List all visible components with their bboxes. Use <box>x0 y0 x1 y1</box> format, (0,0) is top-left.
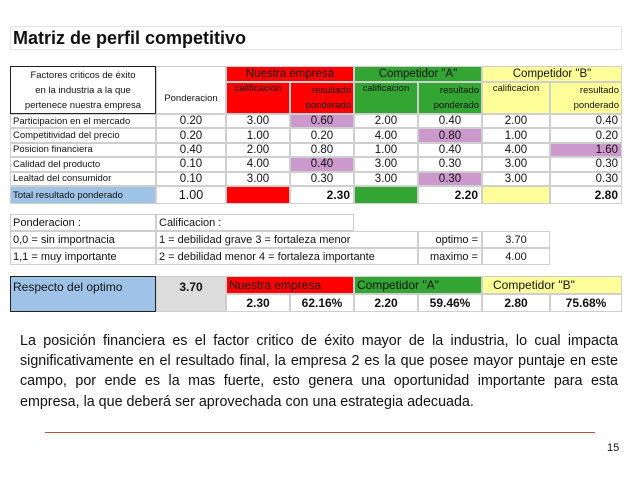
header-empresa-resultado <box>290 82 354 114</box>
row-5-b-res: 0.30 <box>550 172 622 186</box>
row-2-b-cal: 1.00 <box>482 128 550 142</box>
header-a-calificacion: calificacion <box>354 82 418 114</box>
analysis-paragraph: La posición financiera es el factor critico de éxito mayor de la industria, lo cual impacta significativamente en el resultado final, la empresa 2 es la que posee mayor puntaje en este campo, por ende es la mas fuerte, esto genera una oportunidad importante para esta empresa, la que deberá ser aprovechada con una estrategia adecuada. <box>20 333 618 410</box>
b-ponderado-word: ponderado <box>573 100 619 111</box>
row-4-b-cal: 3.00 <box>482 157 550 171</box>
row-3-factor: Posicion financiera <box>10 143 156 157</box>
optimo-b-pct: 75.68% <box>550 294 622 312</box>
row-1-e-cal: 3.00 <box>226 114 290 128</box>
sheet-title: Matriz de perfil competitivo <box>10 26 622 50</box>
row-2-factor: Competitividad del precio <box>10 128 156 142</box>
row-1-pond: 0.20 <box>156 114 226 128</box>
row-3-e-cal: 2.00 <box>226 143 290 157</box>
optimo-row-label: Respecto del optimo <box>10 276 156 312</box>
legend-calificacion-label: Calificacion : <box>156 214 354 231</box>
total-b-value: 2.80 <box>550 186 622 204</box>
optimo-row-value: 3.70 <box>156 276 226 312</box>
row-3-pond: 0.40 <box>156 143 226 157</box>
header-factores <box>10 66 156 114</box>
header-competidor-a: Competidor "A" <box>354 66 482 82</box>
a-ponderado-word: ponderado <box>433 100 479 111</box>
optimo-b-score: 2.80 <box>482 294 550 312</box>
header-factores-line-1: Factores criticos de éxito <box>30 69 136 81</box>
header-factores-line-2: en la industria a la que <box>35 84 131 96</box>
row-5-e-res: 0.30 <box>290 172 354 186</box>
row-3-a-res: 0.40 <box>418 143 482 157</box>
footer-rule <box>45 432 595 433</box>
optimo-b-label: Competidor "B" <box>482 276 622 294</box>
row-3-a-cal: 1.00 <box>354 143 418 157</box>
legend-cal-line-2: 2 = debilidad menor 4 = fortaleza importante <box>156 248 418 265</box>
optimo-empresa-label: Nuestra empresa <box>226 276 354 294</box>
row-4-e-res: 0.40 <box>290 157 354 171</box>
row-4-e-cal: 4.00 <box>226 157 290 171</box>
row-3-b-cal: 4.00 <box>482 143 550 157</box>
legend-pond-line-2: 1,1 = muy importante <box>10 248 156 265</box>
row-5-factor: Lealtad del consumidor <box>10 172 156 186</box>
row-3-b-res: 1.60 <box>550 143 622 157</box>
b-resultado-word: resultado <box>579 85 619 96</box>
total-b-blank <box>482 186 550 204</box>
row-3-e-res: 0.80 <box>290 143 354 157</box>
maximo-value: 4.00 <box>482 248 550 265</box>
row-2-a-res: 0.80 <box>418 128 482 142</box>
optimo-a-label: Competidor "A" <box>354 276 482 294</box>
total-ponderacion: 1.00 <box>156 186 226 204</box>
row-5-e-cal: 3.00 <box>226 172 290 186</box>
header-ponderacion: Ponderacion <box>156 66 226 114</box>
row-1-a-cal: 2.00 <box>354 114 418 128</box>
row-4-b-res: 0.30 <box>550 157 622 171</box>
legend-ponderacion-label: Ponderacion : <box>10 214 156 231</box>
total-empresa-value: 2.30 <box>290 186 354 204</box>
row-2-b-res: 0.20 <box>550 128 622 142</box>
row-2-e-cal: 1.00 <box>226 128 290 142</box>
row-1-a-res: 0.40 <box>418 114 482 128</box>
row-4-pond: 0.10 <box>156 157 226 171</box>
optimo-empresa-pct: 62.16% <box>290 294 354 312</box>
row-1-e-res: 0.60 <box>290 114 354 128</box>
empresa-ponderado-word: ponderado <box>305 100 351 111</box>
header-empresa: Nuestra empresa <box>226 66 354 82</box>
row-5-pond: 0.10 <box>156 172 226 186</box>
total-a-value: 2.20 <box>418 186 482 204</box>
row-4-factor: Calidad del producto <box>10 157 156 171</box>
header-b-resultado <box>550 82 622 114</box>
row-2-pond: 0.20 <box>156 128 226 142</box>
header-factores-line-3: pertenece nuestra empresa <box>24 99 142 111</box>
row-4-a-res: 0.30 <box>418 157 482 171</box>
optimo-empresa-score: 2.30 <box>226 294 290 312</box>
row-1-b-cal: 2.00 <box>482 114 550 128</box>
legend-pond-line-1: 0,0 = sin importnacia <box>10 231 156 248</box>
row-2-a-cal: 4.00 <box>354 128 418 142</box>
total-empresa-blank <box>226 186 290 204</box>
total-a-blank <box>354 186 418 204</box>
optimo-a-pct: 59.46% <box>418 294 482 312</box>
row-2-e-res: 0.20 <box>290 128 354 142</box>
optimo-value: 3.70 <box>482 231 550 248</box>
header-competidor-b: Competidor "B" <box>482 66 622 82</box>
empresa-resultado-word: resultado <box>311 85 351 96</box>
a-resultado-word: resultado <box>439 85 479 96</box>
row-5-a-cal: 3.00 <box>354 172 418 186</box>
spreadsheet <box>10 14 622 324</box>
row-5-b-cal: 3.00 <box>482 172 550 186</box>
total-label: Total resultado ponderado <box>10 186 156 204</box>
header-b-calificacion: calificacion <box>482 82 550 114</box>
header-a-resultado <box>418 82 482 114</box>
legend-cal-line-1: 1 = debilidad grave 3 = fortaleza menor <box>156 231 418 248</box>
optimo-a-score: 2.20 <box>354 294 418 312</box>
header-empresa-calificacion: calificacion <box>226 82 290 114</box>
optimo-label: optimo = <box>418 231 482 248</box>
row-5-a-res: 0.30 <box>418 172 482 186</box>
page-number: 15 <box>607 442 620 454</box>
row-4-a-cal: 3.00 <box>354 157 418 171</box>
row-1-factor: Participacion en el mercado <box>10 114 156 128</box>
row-1-b-res: 0.40 <box>550 114 622 128</box>
maximo-label: maximo = <box>418 248 482 265</box>
